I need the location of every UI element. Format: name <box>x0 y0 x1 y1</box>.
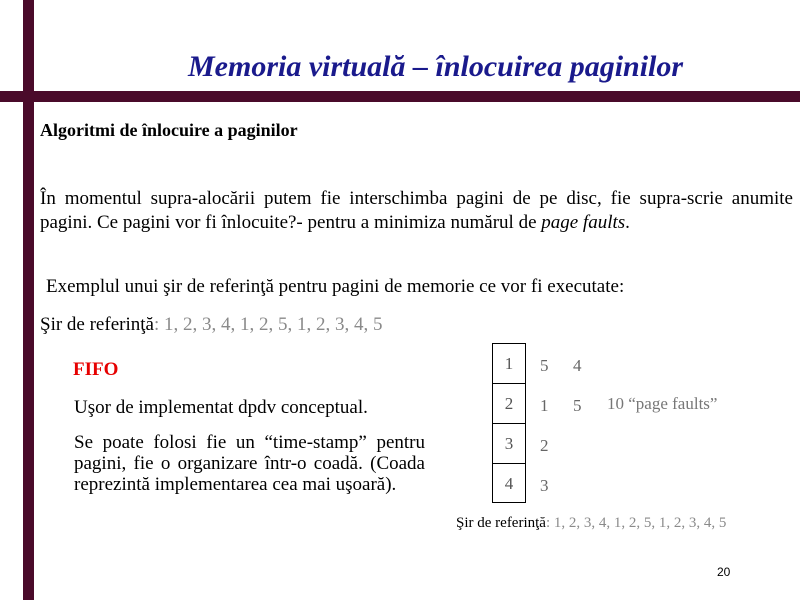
vertical-accent-bar <box>23 0 34 600</box>
fifo-description-2: Se poate folosi fie un “time-stamp” pentru pagini, fie o organizare într-o coadă. (Coada reprezintă implementarea cea mai uşoară). <box>74 432 425 495</box>
replacement-value: 5 <box>573 396 582 415</box>
intro-paragraph-end: . <box>625 212 630 233</box>
reference-string <box>40 314 382 336</box>
horizontal-accent-bar <box>0 91 800 102</box>
frame-cell: 1 <box>493 344 525 384</box>
replacement-value: 3 <box>540 476 549 495</box>
fifo-label: FIFO <box>73 359 119 380</box>
replacement-value: 5 <box>540 356 549 375</box>
reference-string-label: Şir de referinţă <box>40 314 154 335</box>
frame-cell: 2 <box>493 384 525 424</box>
page-number: 20 <box>717 565 731 579</box>
replacement-value: 4 <box>573 356 582 375</box>
example-line: Exemplul unui şir de referinţă pentru pagini de memorie ce vor fi executate: <box>46 276 625 297</box>
page-frames <box>492 343 526 503</box>
intro-paragraph <box>40 187 793 235</box>
frame-cell: 3 <box>493 424 525 464</box>
page-faults-count: 10 “page faults” <box>607 394 718 413</box>
reference-string-small <box>456 515 726 532</box>
replacement-value: 1 <box>540 396 549 415</box>
reference-string-values: : 1, 2, 3, 4, 1, 2, 5, 1, 2, 3, 4, 5 <box>153 314 383 335</box>
intro-paragraph-text: În momentul supra-alocării putem fie interschimba pagini de pe disc, fie supra-scrie anumite pagini. Ce pagini vor fi înlocuite?- pentru a minimiza numărul de <box>40 188 793 233</box>
reference-string-small-values: : 1, 2, 3, 4, 1, 2, 5, 1, 2, 3, 4, 5 <box>545 515 727 531</box>
slide-title: Memoria virtuală – înlocuirea paginilor <box>188 50 684 83</box>
reference-string-small-label: Şir de referinţă <box>456 515 546 531</box>
intro-paragraph-italic: page faults <box>541 212 626 233</box>
section-title: Algoritmi de înlocuire a paginilor <box>40 120 298 140</box>
replacement-value: 2 <box>540 436 549 455</box>
fifo-description-1: Uşor de implementat dpdv conceptual. <box>74 397 368 418</box>
frame-cell: 4 <box>504 474 514 493</box>
